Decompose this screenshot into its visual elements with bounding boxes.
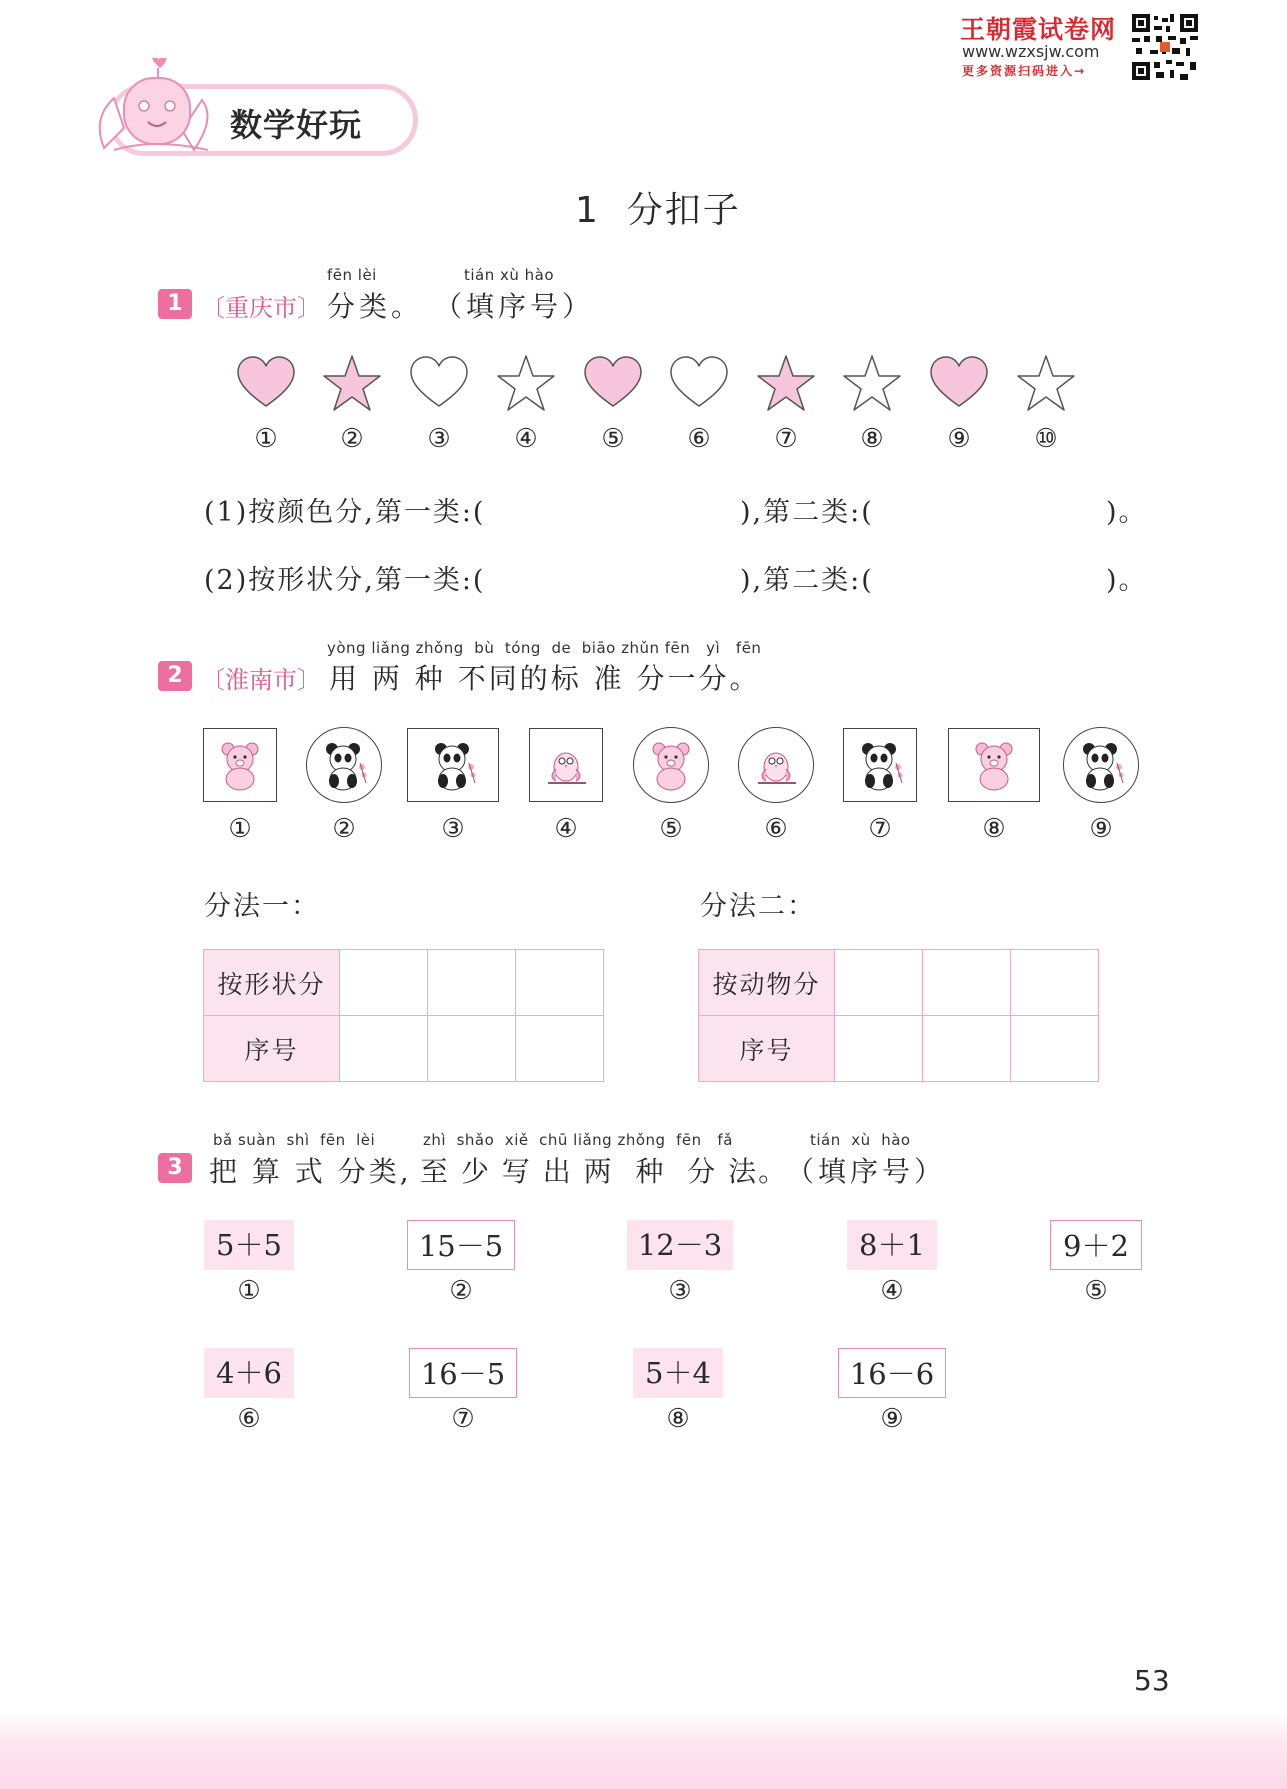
expression-label: ①: [237, 1276, 261, 1306]
mascot-icon: [84, 58, 224, 158]
method-2-table: [698, 949, 1099, 1082]
heart-shape-icon: [929, 354, 989, 414]
question-source-tag: 〔淮南市〕: [201, 666, 321, 694]
shape-label: ⑨: [947, 424, 971, 454]
bear-picture: [203, 728, 277, 802]
pinyin-annotation: yòng liǎng zhǒng bù tóng de biāo zhǔn fēn yì fēn: [327, 639, 762, 657]
bear-picture: [633, 727, 709, 803]
picture-label: ⑤: [659, 814, 683, 844]
answer-line-1-mid: ),第二类:(: [740, 497, 874, 528]
shape-label: ⑦: [774, 424, 798, 454]
expression-card: 15－5: [407, 1220, 515, 1270]
panda-icon: [316, 737, 372, 793]
qr-code-icon[interactable]: [1132, 14, 1198, 80]
panda-picture: [843, 728, 917, 802]
expression-card: 16－5: [409, 1348, 517, 1398]
watermark-note: 更多资源扫码进入→: [962, 64, 1087, 78]
shape-label: ⑧: [860, 424, 884, 454]
pinyin-annotation: zhì shǎo xiě chū liǎng zhǒng fēn fǎ: [423, 1131, 733, 1149]
answer-cell[interactable]: [835, 950, 923, 1016]
expression-card: 9＋2: [1050, 1220, 1142, 1270]
picture-label: ⑦: [868, 814, 892, 844]
expression-label: ④: [880, 1276, 904, 1306]
star-shape-icon: [322, 354, 382, 414]
bird-picture: [529, 728, 603, 802]
expression-label: ⑥: [237, 1404, 261, 1434]
watermark-url[interactable]: www.wzxsjw.com: [962, 42, 1100, 61]
picture-label: ④: [554, 814, 578, 844]
answer-cell[interactable]: [835, 1016, 923, 1082]
expression-label: ⑧: [666, 1404, 690, 1434]
method-2-label: 分法二：: [700, 891, 816, 922]
bear-icon: [643, 737, 699, 793]
panda-picture: [306, 727, 382, 803]
heart-shape-icon: [409, 354, 469, 414]
answer-line-1-end: )。: [1106, 497, 1148, 528]
expression-label: ⑤: [1084, 1276, 1108, 1306]
bear-icon: [212, 737, 268, 793]
question-number-2: 2: [158, 661, 192, 691]
table-row-header: 序号: [699, 1016, 835, 1082]
table-row-header: 按形状分: [204, 950, 340, 1016]
watermark-title: 王朝霞试卷网: [960, 15, 1117, 44]
shape-label: ⑩: [1034, 424, 1058, 454]
answer-cell[interactable]: [923, 950, 1011, 1016]
answer-cell[interactable]: [340, 950, 428, 1016]
answer-blank[interactable]: [535, 490, 735, 526]
answer-cell[interactable]: [516, 1016, 604, 1082]
answer-blank[interactable]: [900, 558, 1100, 594]
answer-cell[interactable]: [428, 950, 516, 1016]
expression-label: ②: [449, 1276, 473, 1306]
star-shape-icon: [842, 354, 902, 414]
question-stem: 把 算 式 分类,: [209, 1155, 412, 1188]
answer-line-2-end: )。: [1106, 565, 1148, 596]
panda-picture: [407, 728, 499, 802]
answer-blank[interactable]: [535, 558, 735, 594]
answer-cell[interactable]: [1011, 950, 1099, 1016]
answer-cell[interactable]: [923, 1016, 1011, 1082]
panda-picture: [1063, 727, 1139, 803]
star-shape-icon: [1016, 354, 1076, 414]
question-stem: （填序号）: [786, 1155, 947, 1188]
bird-icon: [538, 737, 594, 793]
answer-blank[interactable]: [900, 490, 1100, 526]
expression-card: 8＋1: [847, 1220, 937, 1270]
question-number-3: 3: [158, 1153, 192, 1183]
question-stem: 用 两 种 不同的标 准 分一分。: [329, 662, 761, 695]
picture-label: ③: [441, 814, 465, 844]
answer-line-1-prefix: (1)按颜色分,第一类:(: [204, 497, 486, 528]
picture-label: ②: [332, 814, 356, 844]
answer-cell[interactable]: [516, 950, 604, 1016]
question-number-1: 1: [158, 289, 192, 319]
expression-card: 12－3: [627, 1220, 733, 1270]
question-source-tag: 〔重庆市〕: [201, 294, 321, 322]
pinyin-annotation: tián xù hào: [464, 266, 555, 284]
method-1-table: [203, 949, 604, 1082]
method-1-label: 分法一：: [204, 891, 320, 922]
question-stem: 至 少 写 出 两 种 分 法。: [420, 1155, 789, 1188]
answer-cell[interactable]: [340, 1016, 428, 1082]
page-number: 53: [1134, 1664, 1170, 1697]
expression-card: 5＋5: [204, 1220, 294, 1270]
bear-picture: [948, 728, 1040, 802]
shape-label: ⑤: [601, 424, 625, 454]
panda-icon: [1073, 737, 1129, 793]
star-shape-icon: [756, 354, 816, 414]
expression-label: ⑨: [880, 1404, 904, 1434]
question-stem: 分类。: [327, 290, 424, 323]
page-title: 1 分扣子: [575, 190, 741, 231]
shape-label: ⑥: [687, 424, 711, 454]
table-row-header: 按动物分: [699, 950, 835, 1016]
pinyin-annotation: bǎ suàn shì fēn lèi: [213, 1131, 376, 1149]
picture-label: ⑥: [764, 814, 788, 844]
shape-label: ④: [514, 424, 538, 454]
shape-label: ①: [254, 424, 278, 454]
expression-card: 16－6: [838, 1348, 946, 1398]
pinyin-annotation: tián xù hào: [810, 1131, 911, 1149]
answer-line-2-prefix: (2)按形状分,第一类:(: [204, 565, 486, 596]
section-badge-label: 数学好玩: [230, 106, 363, 144]
bird-icon: [748, 737, 804, 793]
panda-icon: [425, 737, 481, 793]
picture-label: ①: [228, 814, 252, 844]
question-stem: （填序号）: [434, 290, 595, 323]
shape-label: ③: [427, 424, 451, 454]
answer-line-2-mid: ),第二类:(: [740, 565, 874, 596]
shape-label: ②: [340, 424, 364, 454]
bird-picture: [738, 727, 814, 803]
expression-card: 4＋6: [204, 1348, 294, 1398]
table-row-header: 序号: [204, 1016, 340, 1082]
answer-cell[interactable]: [428, 1016, 516, 1082]
heart-shape-icon: [669, 354, 729, 414]
footer-band: [0, 1712, 1287, 1789]
answer-cell[interactable]: [1011, 1016, 1099, 1082]
expression-card: 5＋4: [633, 1348, 723, 1398]
star-shape-icon: [496, 354, 556, 414]
expression-label: ⑦: [451, 1404, 475, 1434]
picture-label: ⑧: [982, 814, 1006, 844]
heart-shape-icon: [583, 354, 643, 414]
picture-label: ⑨: [1089, 814, 1113, 844]
expression-label: ③: [668, 1276, 692, 1306]
bear-icon: [966, 737, 1022, 793]
panda-icon: [852, 737, 908, 793]
pinyin-annotation: fēn lèi: [327, 266, 377, 284]
heart-shape-icon: [236, 354, 296, 414]
